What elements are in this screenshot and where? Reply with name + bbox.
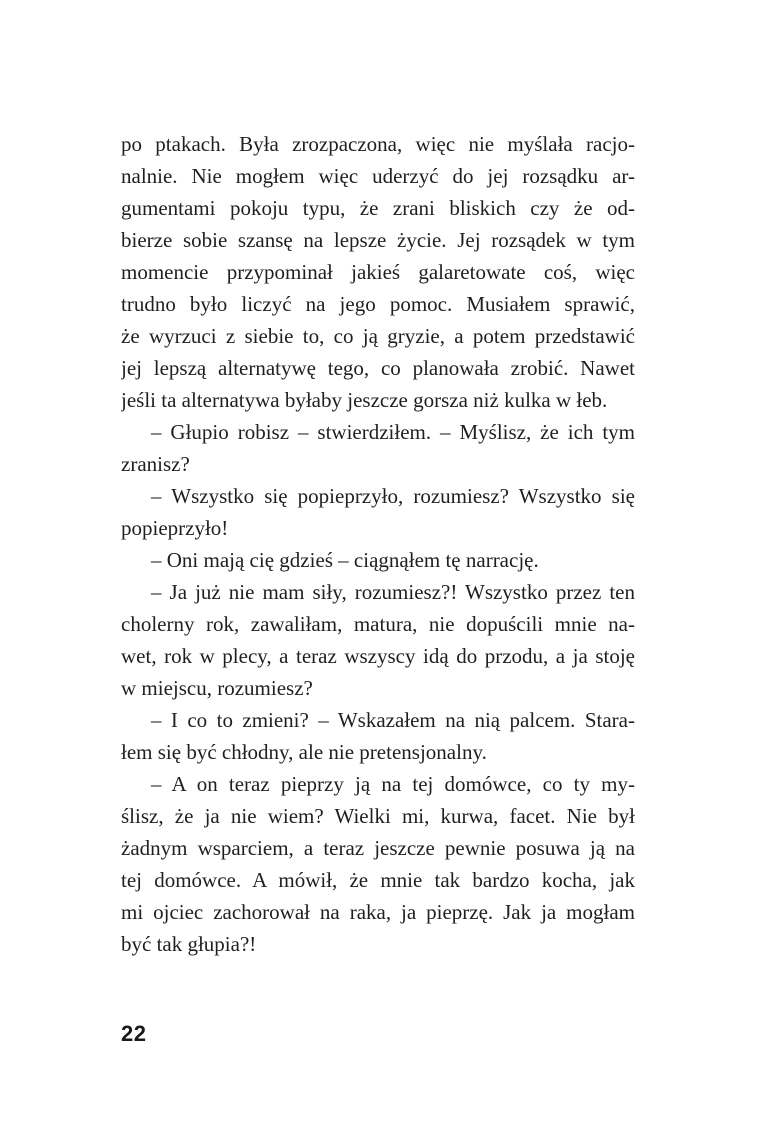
paragraph xyxy=(121,704,635,768)
paragraph xyxy=(121,768,635,960)
text-line: nalnie. Nie mogłem więc uderzyć do jej rozsądku ar- xyxy=(121,164,635,188)
text-line: – Głupio robisz – stwierdziłem. – Myślisz, że ich tym xyxy=(151,420,635,444)
paragraph xyxy=(121,128,635,416)
text-line: popieprzyło! xyxy=(121,516,229,540)
text-line: jeśli ta alternatywa byłaby jeszcze gorsza niż kulka w łeb. xyxy=(121,388,608,412)
text-line: bierze sobie szansę na lepsze życie. Jej rozsądek w tym xyxy=(121,228,635,252)
text-line: tej domówce. A mówił, że mnie tak bardzo kocha, jak xyxy=(121,868,635,892)
text-line: mi ojciec zachorował na raka, ja pieprzę. Jak ja mogłam xyxy=(121,900,635,924)
text-line: – I co to zmieni? – Wskazałem na nią palcem. Stara- xyxy=(151,708,635,732)
text-line: – Ja już nie mam siły, rozumiesz?! Wszystko przez ten xyxy=(151,580,635,604)
text-line: w miejscu, rozumiesz? xyxy=(121,676,313,700)
text-line: po ptakach. Była zrozpaczona, więc nie myślała racjo- xyxy=(121,132,635,156)
text-line: ślisz, że ja nie wiem? Wielki mi, kurwa, facet. Nie był xyxy=(121,804,635,828)
paragraph xyxy=(121,544,635,576)
text-line: cholerny rok, zawaliłam, matura, nie dopuścili mnie na- xyxy=(121,612,635,636)
text-line: – Wszystko się popieprzyło, rozumiesz? Wszystko się xyxy=(151,484,635,508)
text-line: że wyrzuci z siebie to, co ją gryzie, a potem przedstawić xyxy=(121,324,635,348)
text-line: – Oni mają cię gdzieś – ciągnąłem tę narrację. xyxy=(151,548,539,572)
text-line: momencie przypominał jakieś galaretowate coś, więc xyxy=(121,260,635,284)
paragraph xyxy=(121,416,635,480)
text-line: gumentami pokoju typu, że zrani bliskich czy że od- xyxy=(121,196,635,220)
text-line: jej lepszą alternatywę tego, co planowała zrobić. Nawet xyxy=(121,356,635,380)
text-line: wet, rok w plecy, a teraz wszyscy idą do przodu, a ja stoję xyxy=(121,644,635,668)
text-line: łem się być chłodny, ale nie pretensjonalny. xyxy=(121,740,487,764)
text-line: trudno było liczyć na jego pomoc. Musiałem sprawić, xyxy=(121,292,635,316)
text-line: zranisz? xyxy=(121,452,190,476)
paragraph xyxy=(121,576,635,704)
body-text xyxy=(121,128,635,960)
text-line: żadnym wsparciem, a teraz jeszcze pewnie posuwa ją na xyxy=(121,836,635,860)
page-number: 22 xyxy=(121,1021,147,1046)
text-line: – A on teraz pieprzy ją na tej domówce, co ty my- xyxy=(151,772,635,796)
text-line: być tak głupia?! xyxy=(121,932,257,956)
paragraph xyxy=(121,480,635,544)
